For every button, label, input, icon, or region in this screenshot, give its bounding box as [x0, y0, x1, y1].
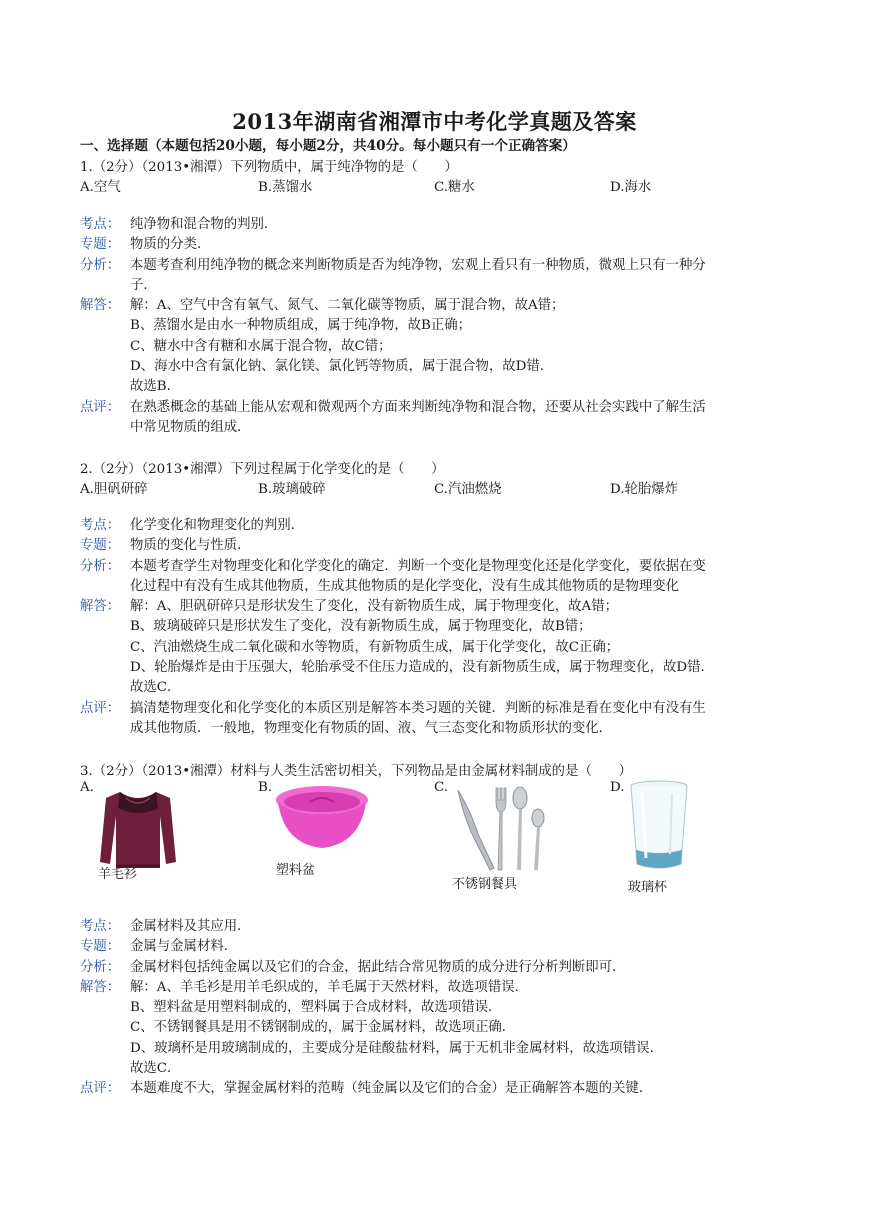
zhuanti-text: 物质的分类． — [130, 237, 211, 253]
jieda-line: 故选C． — [130, 1061, 181, 1077]
option-b: B.蒸馏水 — [258, 180, 313, 195]
option-letter: D. — [610, 780, 625, 795]
fenxi-line: 金属材料包括纯金属以及它们的合金，据此结合常见物质的成分进行分析判断即可． — [130, 959, 626, 975]
option-letter: C. — [434, 780, 449, 795]
fenxi-line: 子． — [130, 277, 157, 293]
plastic-basin-image — [274, 782, 370, 852]
question-2-stem: 2.（2分）（2013•湘潭）下列过程属于化学变化的是（ ） — [80, 462, 445, 477]
option-a — [80, 780, 250, 895]
dianping-line: 在熟悉概念的基础上能从宏观和微观两个方面来判断纯净物和混合物，还要从社会实践中了解生活 — [130, 399, 706, 415]
question-3-image-options — [80, 780, 800, 895]
kaodian-label: 考点： — [80, 518, 121, 533]
cutlery-image — [450, 784, 550, 874]
zhuanti-label: 专题： — [80, 939, 121, 955]
fenxi-line: 本题考查利用纯净物的概念来判断物质是否为纯净物，宏观上看只有一种物质，微观上只有一种分 — [130, 257, 706, 273]
option-d: D.轮胎爆炸 — [610, 482, 679, 497]
jieda-line: 故选B． — [130, 379, 181, 395]
jieda-label: 解答： — [80, 979, 121, 995]
question-1-stem: 1.（2分）（2013•湘潭）下列物质中，属于纯净物的是（ ） — [80, 160, 458, 175]
zhuanti-text: 物质的变化与性质． — [130, 538, 251, 554]
option-caption: 羊毛衫 — [98, 867, 138, 882]
dianping-label: 点评： — [80, 399, 121, 415]
jieda-line: C、汽油燃烧生成二氧化碳和水等物质，有新物质生成，属于化学变化，故C正确； — [130, 639, 620, 655]
dianping-label: 点评： — [80, 1081, 121, 1097]
kaodian-label: 考点： — [80, 919, 121, 934]
jieda-line: C、糖水中含有糖和水属于混合物，故C错； — [130, 338, 392, 354]
option-caption: 不锈钢餐具 — [452, 877, 518, 892]
jieda-line: D、轮胎爆炸是由于压强大，轮胎承受不住压力造成的，没有新物质生成，属于物理变化，故D错． — [130, 660, 714, 676]
jieda-line: B、塑料盆是用塑料制成的，塑料属于合成材料，故选项错误． — [130, 1000, 502, 1016]
kaodian-text: 化学变化和物理变化的判别． — [130, 518, 305, 533]
glass-cup-image — [628, 780, 690, 872]
fenxi-line: 本题考查学生对物理变化和化学变化的确定．判断一个变化是物理变化还是化学变化，要依据在变 — [130, 558, 706, 574]
kaodian-text: 纯净物和混合物的判别． — [130, 217, 278, 232]
dianping-line: 中常见物质的组成． — [130, 419, 251, 435]
dianping-line: 搞清楚物理变化和化学变化的本质区别是解答本类习题的关键．判断的标准是看在变化中有没有生 — [130, 700, 706, 716]
option-d: D.海水 — [610, 180, 652, 195]
dianping-label: 点评： — [80, 700, 121, 716]
jieda-line: D、玻璃杯是用玻璃制成的，主要成分是硅酸盐材料，属于无机非金属材料，故选项错误． — [130, 1040, 663, 1056]
jieda-label: 解答： — [80, 599, 121, 615]
option-letter: B. — [258, 780, 273, 795]
fenxi-label: 分析： — [80, 959, 121, 975]
dianping-line: 本题难度不大，掌握金属材料的范畴（纯金属以及它们的合金）是正确解答本题的关键． — [130, 1081, 653, 1097]
jieda-line: C、不锈钢餐具是用不锈钢制成的，属于金属材料，故选项正确． — [130, 1020, 516, 1036]
fenxi-label: 分析： — [80, 257, 121, 273]
question-1-options — [80, 176, 790, 194]
option-c — [434, 780, 610, 895]
option-b: B.玻璃破碎 — [258, 482, 326, 497]
jieda-line: 解：A、空气中含有氧气、氮气、二氧化碳等物质，属于混合物，故A错； — [130, 298, 565, 314]
sweater-image — [98, 788, 178, 870]
section-heading: 一、选择题（本题包括20小题，每小题2分，共40分。每小题只有一个正确答案） — [80, 138, 576, 154]
kaodian-text: 金属材料及其应用． — [130, 919, 251, 934]
zhuanti-label: 专题： — [80, 237, 121, 253]
dianping-line: 成其他物质．一般地，物理变化有物质的固、液、气三态变化和物质形状的变化． — [130, 720, 613, 736]
option-caption: 塑料盆 — [276, 863, 316, 878]
question-2-options — [80, 478, 790, 496]
question-1-analysis — [80, 215, 800, 438]
option-b — [258, 780, 428, 895]
option-d — [610, 780, 780, 895]
option-a: A.胆矾研碎 — [80, 482, 148, 497]
jieda-line: 解：A、羊毛衫是用羊毛织成的，羊毛属于天然材料，故选项错误． — [130, 979, 528, 995]
option-c: C.汽油燃烧 — [434, 482, 502, 497]
jieda-line: 解：A、胆矾研碎只是形状发生了变化，没有新物质生成，属于物理变化，故A错； — [130, 599, 619, 615]
fenxi-line: 化过程中有没有生成其他物质，生成其他物质的是化学变化，没有生成其他物质的是物理变化 — [130, 578, 680, 594]
option-c: C.糖水 — [434, 180, 475, 195]
jieda-line: D、海水中含有氯化钠、氯化镁、氯化钙等物质，属于混合物，故D错． — [130, 359, 554, 375]
jieda-line: B、蒸馏水是由水一种物质组成，属于纯净物，故B正确； — [130, 318, 472, 334]
jieda-label: 解答： — [80, 298, 121, 314]
question-3-analysis — [80, 917, 800, 1100]
option-caption: 玻璃杯 — [628, 880, 668, 895]
zhuanti-label: 专题： — [80, 538, 121, 554]
option-a: A.空气 — [80, 180, 121, 195]
fenxi-label: 分析： — [80, 558, 121, 574]
kaodian-label: 考点： — [80, 217, 121, 232]
jieda-line: 故选C． — [130, 680, 181, 696]
jieda-line: B、玻璃破碎只是形状发生了变化，没有新物质生成，属于物理变化，故B错； — [130, 619, 592, 635]
question-3-stem: 3.（2分）（2013•湘潭）材料与人类生活密切相关，下列物品是由金属材料制成的是（ ） — [80, 764, 633, 779]
option-letter: A. — [80, 780, 94, 795]
question-2-analysis — [80, 516, 800, 739]
document-title: 2013年湖南省湘潭市中考化学真题及答案 — [232, 109, 637, 134]
zhuanti-text: 金属与金属材料． — [130, 939, 238, 955]
